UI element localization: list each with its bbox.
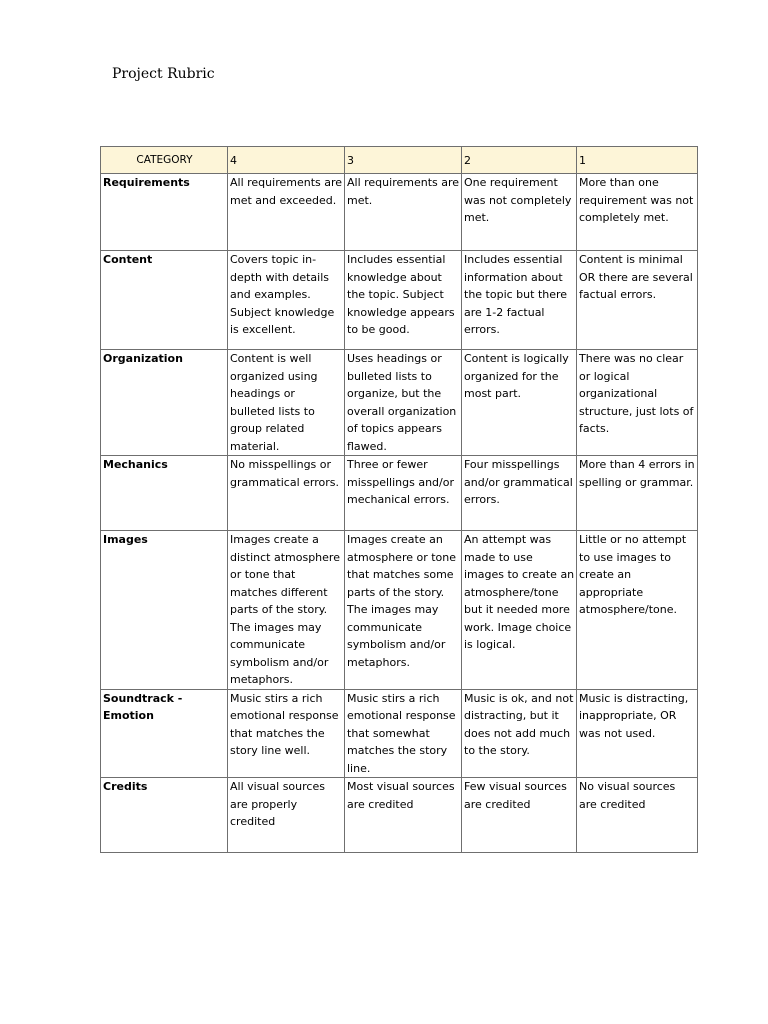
- rubric-cell: Four misspellings and/or grammatical errors.: [462, 456, 577, 531]
- row-category: Credits: [101, 778, 228, 853]
- rubric-cell: Covers topic in-depth with details and examples. Subject knowledge is excellent.: [228, 251, 345, 350]
- rubric-cell: Music stirs a rich emotional response that somewhat matches the story line.: [345, 689, 462, 778]
- header-score-2: 2: [462, 147, 577, 174]
- row-category: Images: [101, 531, 228, 690]
- table-row: [101, 174, 698, 251]
- rubric-cell: Includes essential knowledge about the topic. Subject knowledge appears to be good.: [345, 251, 462, 350]
- table-row: [101, 456, 698, 531]
- rubric-cell: Music is ok, and not distracting, but it does not add much to the story.: [462, 689, 577, 778]
- document-title: Project Rubric: [112, 66, 215, 82]
- rubric-cell: All requirements are met.: [345, 174, 462, 251]
- row-category: Soundtrack - Emotion: [101, 689, 228, 778]
- rubric-cell: No misspellings or grammatical errors.: [228, 456, 345, 531]
- rubric-cell: All visual sources are properly credited: [228, 778, 345, 853]
- rubric-cell: An attempt was made to use images to create an atmosphere/tone but it needed more work. Image choice is logical.: [462, 531, 577, 690]
- rubric-cell: All requirements are met and exceeded.: [228, 174, 345, 251]
- table-row: [101, 251, 698, 350]
- rubric-cell: No visual sources are credited: [577, 778, 698, 853]
- header-category: CATEGORY: [101, 147, 228, 174]
- rubric-cell: Images create a distinct atmosphere or tone that matches different parts of the story. The images may communicate symbolism and/or metaphors.: [228, 531, 345, 690]
- rubric-cell: One requirement was not completely met.: [462, 174, 577, 251]
- rubric-cell: Includes essential information about the topic but there are 1-2 factual errors.: [462, 251, 577, 350]
- rubric-cell: More than one requirement was not completely met.: [577, 174, 698, 251]
- row-category: Organization: [101, 350, 228, 456]
- rubric-cell: More than 4 errors in spelling or grammar.: [577, 456, 698, 531]
- rubric-cell: There was no clear or logical organizational structure, just lots of facts.: [577, 350, 698, 456]
- header-row: [101, 147, 698, 174]
- rubric-cell: Content is well organized using headings or bulleted lists to group related material.: [228, 350, 345, 456]
- rubric-cell: Few visual sources are credited: [462, 778, 577, 853]
- rubric-cell: Most visual sources are credited: [345, 778, 462, 853]
- rubric-table: [100, 146, 698, 853]
- header-score-4: 4: [228, 147, 345, 174]
- rubric-cell: Little or no attempt to use images to create an appropriate atmosphere/tone.: [577, 531, 698, 690]
- table-row: [101, 531, 698, 690]
- header-score-1: 1: [577, 147, 698, 174]
- table-row: [101, 778, 698, 853]
- rubric-cell: Uses headings or bulleted lists to organize, but the overall organization of topics appears flawed.: [345, 350, 462, 456]
- rubric-cell: Music stirs a rich emotional response that matches the story line well.: [228, 689, 345, 778]
- row-category: Requirements: [101, 174, 228, 251]
- rubric-cell: Music is distracting, inappropriate, OR was not used.: [577, 689, 698, 778]
- table-row: [101, 350, 698, 456]
- rubric-cell: Content is minimal OR there are several factual errors.: [577, 251, 698, 350]
- row-category: Content: [101, 251, 228, 350]
- rubric-cell: Three or fewer misspellings and/or mechanical errors.: [345, 456, 462, 531]
- rubric-cell: Images create an atmosphere or tone that matches some parts of the story. The images may communicate symbolism and/or metaphors.: [345, 531, 462, 690]
- row-category: Mechanics: [101, 456, 228, 531]
- rubric-cell: Content is logically organized for the most part.: [462, 350, 577, 456]
- table-row: [101, 689, 698, 778]
- header-score-3: 3: [345, 147, 462, 174]
